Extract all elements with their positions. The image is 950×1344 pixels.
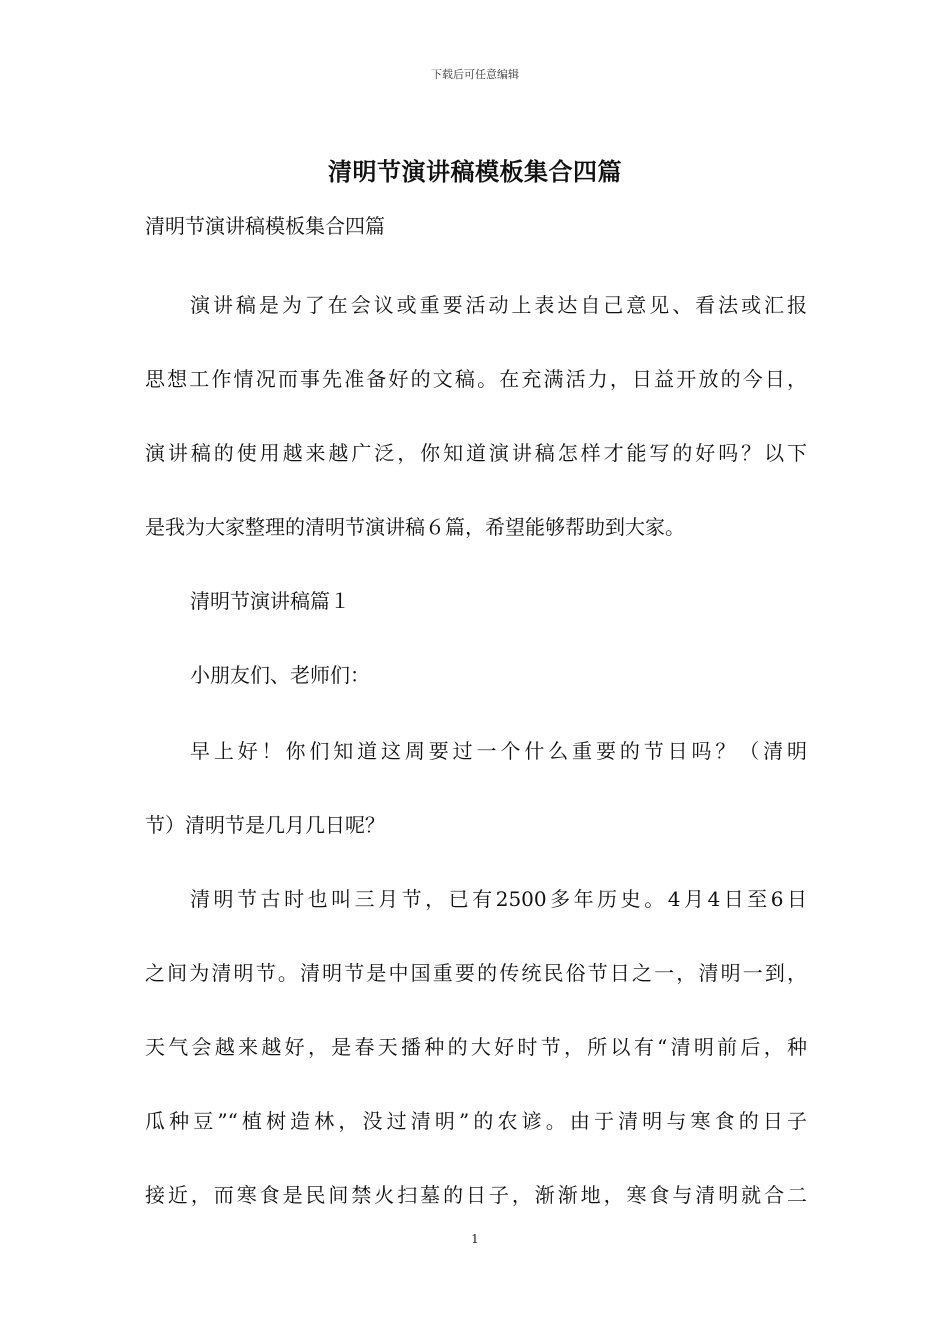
body-line-1: 演讲稿是为了在会议或重要活动上表达自己意见、看法或汇报: [190, 293, 807, 317]
body-line-11: 接近，而寒食是民间禁火扫墓的日子，渐渐地，寒食与清明就合二: [145, 1183, 807, 1207]
body-line-10: 瓜种豆”“植树造林，没过清明”的农谚。由于清明与寒食的日子: [145, 1109, 807, 1133]
body-line-9: 天气会越来越好，是春天播种的大好时节，所以有“清明前后，种: [145, 1035, 807, 1059]
body-line-3: 演讲稿的使用越来越广泛，你知道演讲稿怎样才能写的好吗？以下: [145, 441, 807, 465]
document-subtitle: 清明节演讲稿模板集合四篇: [145, 214, 385, 238]
body-line-4: 是我为大家整理的清明节演讲稿６篇，希望能够帮助到大家。: [145, 515, 685, 539]
section-heading: 清明节演讲稿篇１: [190, 589, 350, 613]
page-header: 下载后可任意编辑: [431, 68, 519, 81]
document-title: 清明节演讲稿模板集合四篇: [328, 157, 622, 186]
body-line-6: 节）清明节是几月几日呢？: [145, 813, 385, 837]
body-line-7: 清明节古时也叫三月节，已有2500多年历史。4月4日至6日: [190, 887, 807, 911]
page-number: 1: [471, 1232, 479, 1246]
body-line-5: 早上好！你们知道这周要过一个什么重要的节日吗？（清明: [190, 739, 807, 763]
body-line-2: 思想工作情况而事先准备好的文稿。在充满活力，日益开放的今日，: [145, 367, 807, 391]
body-line-8: 之间为清明节。清明节是中国重要的传统民俗节日之一，清明一到，: [145, 961, 807, 985]
greeting-line: 小朋友们、老师们：: [190, 663, 370, 687]
